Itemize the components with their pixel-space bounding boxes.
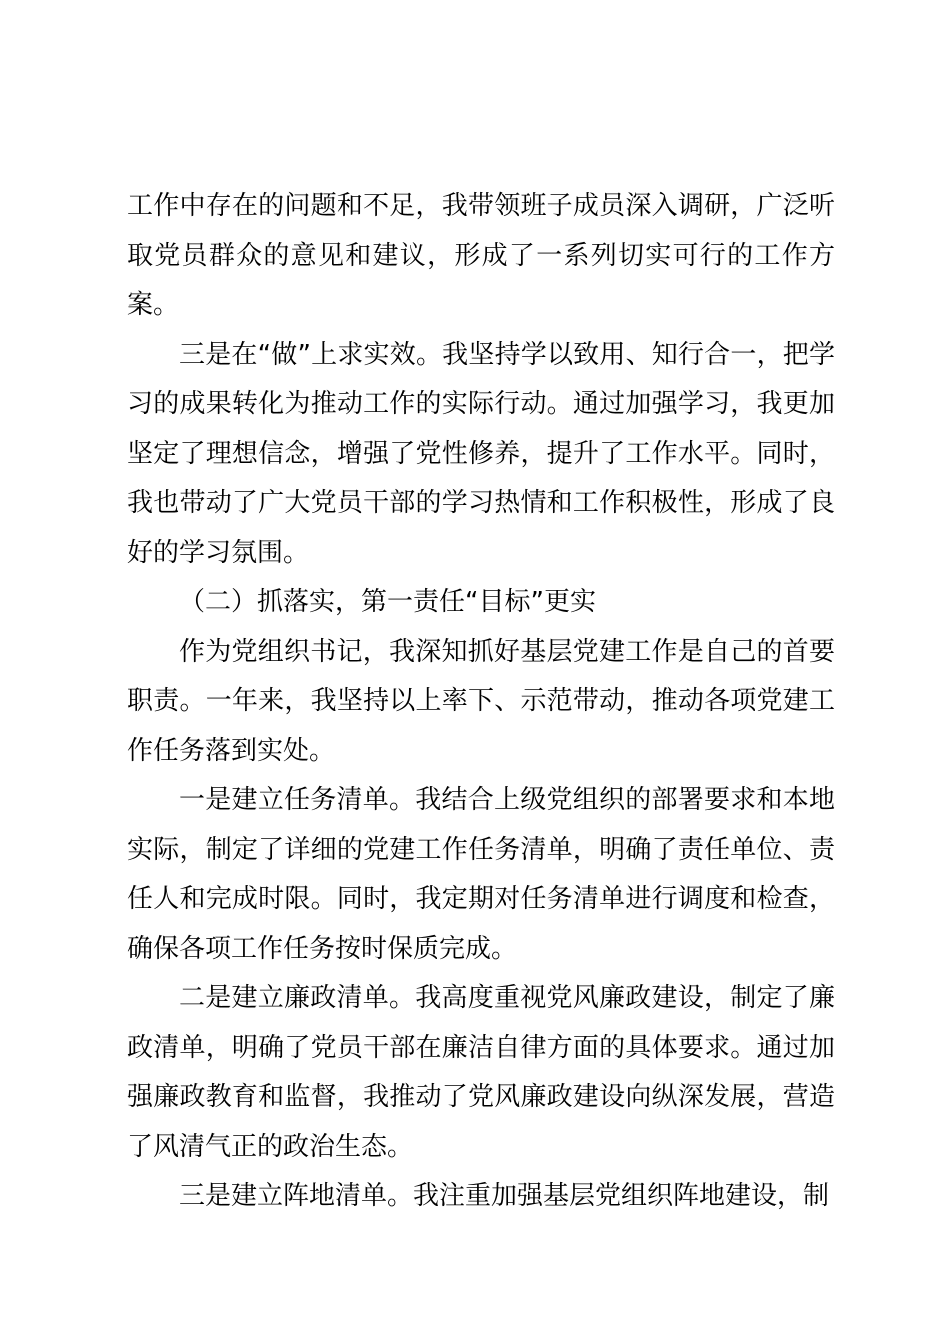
paragraph-integrity-list: 二是建立廉政清单。我高度重视党风廉政建设，制定了廉政清单，明确了党员干部在廉洁自律方面的具体要求。通过加强廉政教育和监督，我推动了党风廉政建设向纵深发展，营造了风清气正的政治生态。: [127, 983, 835, 1162]
paragraph-position-list: 三是建立阵地清单。我注重加强基层党组织阵地建设，制: [179, 1181, 830, 1211]
document-body: [127, 182, 835, 1222]
paragraph-practice-effect: 三是在“做”上求实效。我坚持学以致用、知行合一，把学习的成果转化为推动工作的实际行动。通过加强学习，我更加坚定了理想信念，增强了党性修养，提升了工作水平。同时，我也带动了广大党员干部的学习热情和工作积极性，形成了良好的学习氛围。: [127, 339, 835, 568]
paragraph-task-list: 一是建立任务清单。我结合上级党组织的部署要求和本地实际，制定了详细的党建工作任务清单，明确了责任单位、责任人和完成时限。同时，我定期对任务清单进行调度和检查，确保各项工作任务按时保质完成。: [127, 785, 835, 964]
paragraph-secretary-duty: 作为党组织书记，我深知抓好基层党建工作是自己的首要职责。一年来，我坚持以上率下、示范带动，推动各项党建工作任务落到实处。: [127, 636, 835, 766]
paragraph-continued: 工作中存在的问题和不足，我带领班子成员深入调研，广泛听取党员群众的意见和建议，形成了一系列切实可行的工作方案。: [127, 191, 835, 320]
section-heading: （二）抓落实，第一责任“目标”更实: [179, 587, 596, 617]
